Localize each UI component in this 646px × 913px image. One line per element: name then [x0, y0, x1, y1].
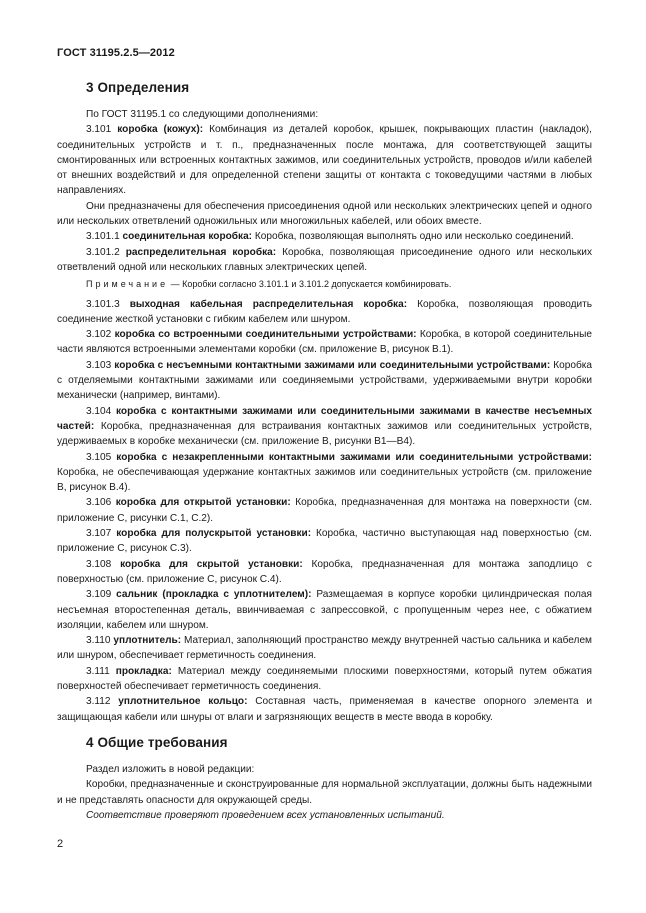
term: коробка для полускрытой установки:	[116, 528, 312, 540]
definition-3-102: 3.102 коробка со встроенными соединительными устройствами: Коробка, в которой соединительные части являются встроенными элементами коробки (см. приложение В, рисунок В.1).	[57, 329, 592, 356]
term: прокладка:	[115, 665, 172, 677]
definition-3-105: 3.105 коробка с незакрепленными контактными зажимами или соединительными устройствами: Коробка, не обеспечивающая удержание контактных зажимов или соединительных устройств (см. приложение В, рисунок В.4).	[57, 451, 592, 494]
definition-3-112: 3.112 уплотнительное кольцо: Составная часть, применяемая в качестве опорного элемента и защищающая кабели или шнуры от влаги и загрязняющих веществ в месте ввода в коробку.	[57, 696, 593, 723]
term: выходная кабельная распределительная коробка:	[129, 298, 408, 310]
term: уплотнительное кольцо:	[118, 696, 248, 708]
definition-3-101: 3.101 коробка (кожух): Комбинация из деталей коробок, крышек, покрывающих пластин (накладок), соединительных устройств и т. п., предназначенных после монтажа, для соответствующей защиты смонтированных или встроенных контактных зажимов, или соединительных устройств, проводов и/или кабелей от внешних воздействий и для определенной степени защиты от контакта с токоведущими частями в любых направлениях.	[57, 124, 592, 197]
section-3-body	[57, 107, 592, 725]
definition-3-101-3: 3.101.3 выходная кабельная распределительная коробка: Коробка, позволяющая проводить соединение жесткой установки с гибким кабелем или шнуром.	[57, 298, 593, 325]
term: сальник (прокладка с уплотнителем):	[116, 589, 312, 601]
section-4-paragraph-3: Соответствие проверяют проведением всех установленных испытаний.	[86, 809, 445, 821]
note: Примечание — Коробки согласно 3.101.1 и 3.101.2 допускается комбинировать.	[86, 279, 452, 290]
term: уплотнитель:	[113, 635, 182, 647]
definition-3-106: 3.106 коробка для открытой установки: Коробка, предназначенная для монтажа на поверхности (см. приложение С, рисунки С.1, С.2).	[57, 497, 592, 524]
definition-3-101-paragraph: Они предназначены для обеспечения присоединения одной или нескольких электрических цепей и одного или нескольких ответвлений одножильных или многожильных кабелей, или обоих вместе.	[57, 200, 592, 228]
definition-3-108: 3.108 коробка для скрытой установки: Коробка, предназначенная для монтажа заподлицо с поверхностью (см. приложение С, рисунок С.4).	[57, 558, 592, 585]
section-4-paragraph-1: Раздел изложить в новой редакции:	[86, 764, 255, 775]
definition-3-101-2: 3.101.2 распределительная коробка: Коробка, позволяющая присоединение одного или нескольких ответвлений одной или нескольких главных электрических цепей.	[57, 246, 592, 273]
section-3-heading: 3 Определения	[86, 80, 190, 95]
term: коробка с контактными зажимами или соединительными зажимами в качестве несъемных частей:	[57, 405, 592, 432]
page-number: 2	[57, 838, 64, 850]
definition-3-110: 3.110 уплотнитель: Материал, заполняющий пространство между внутренней частью сальника и кабелем или шнуром, обеспечивает герметичность соединения.	[57, 635, 592, 662]
definition-3-107: 3.107 коробка для полускрытой установки: Коробка, частично выступающая над поверхностью (см. приложение С, рисунок С.3).	[57, 528, 592, 555]
term: коробка (кожух):	[117, 124, 204, 136]
term: коробка для скрытой установки:	[120, 558, 303, 570]
definition-3-109: 3.109 сальник (прокладка с уплотнителем): Размещаемая в корпусе коробки цилиндрическая полая несъемная второстепенная деталь, ввинчиваемая с запрессовкой, с пропущенным через нее, с обжатием изоляции, кабелем или шнуром.	[57, 589, 592, 631]
section-4-paragraph-2: Коробки, предназначенные и сконструированные для нормальной эксплуатации, должны быть надежными и не представлять опасности для окружающей среды.	[57, 779, 592, 806]
section-3-intro: По ГОСТ 31195.1 со следующими дополнениями:	[86, 109, 319, 120]
section-4-heading: 4 Общие требования	[86, 735, 228, 750]
definition-3-101-1: 3.101.1 соединительная коробка: Коробка, позволяющая выполнять одно или несколько соединений.	[86, 231, 574, 243]
term: соединительная коробка:	[122, 231, 253, 243]
definition-3-111: 3.111 прокладка: Материал между соединяемыми плоскими поверхностями, который путем обжатия поверхностей обеспечивает герметичность соединения.	[57, 665, 592, 692]
term: коробка со встроенными соединительными устройствами:	[114, 329, 417, 341]
document-header: ГОСТ 31195.2.5—2012	[57, 47, 175, 59]
note-label: Примечание	[86, 279, 169, 290]
definition-3-103: 3.103 коробка с несъемными контактными зажимами или соединительными устройствами: Коробка с отделяемыми контактными зажимами или соединяемыми устройствами, удерживаемыми внутри коробки механически (например, винтами).	[57, 359, 592, 402]
term: коробка с незакрепленными контактными зажимами или соединительными устройствами:	[116, 451, 592, 463]
definition-3-104: 3.104 коробка с контактными зажимами или соединительными зажимами в качестве несъемных частей: Коробка, предназначенная для встраивания контактных зажимов или соединительных устройств, удерживаемых в коробке механически (см. приложение В, рисунки В1—В4).	[57, 405, 592, 448]
section-4-body	[57, 762, 592, 823]
term: коробка с несъемными контактными зажимами или соединительными устройствами:	[114, 359, 551, 371]
term: распределительная коробка:	[125, 246, 277, 258]
term: коробка для открытой установки:	[115, 497, 291, 509]
